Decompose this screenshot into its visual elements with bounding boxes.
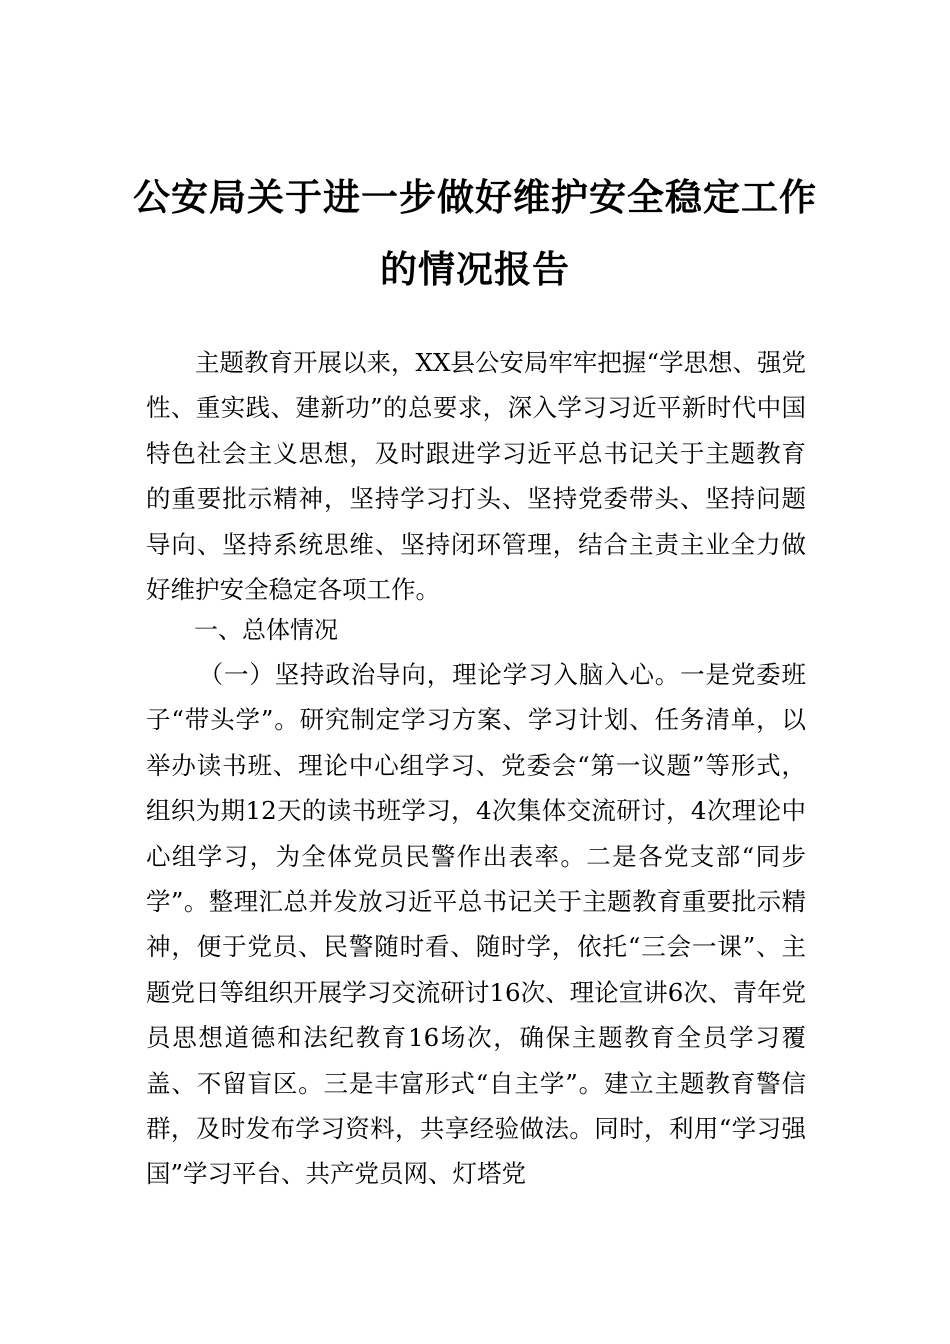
document-title-line-1: 公安局关于进一步做好维护安全稳定工作	[133, 175, 817, 219]
document-title-line-2: 的情况报告	[380, 247, 570, 291]
intro-paragraph-block	[146, 340, 806, 612]
intro-paragraph: 主题教育开展以来，XX县公安局牢牢把握“学思想、强党性、重实践、建新功”的总要求，深入学习习近平新时代中国特色社会主义思想，及时跟进学习近平总书记关于主题教育的重要批示精神，坚持学习打头、坚持党委带头、坚持问题导向、坚持系统思维、坚持闭环管理，结合主责主业全力做好维护安全稳定各项工作。	[146, 348, 806, 605]
section-paragraph-block	[146, 652, 806, 1197]
section-heading: 一、总体情况	[194, 616, 338, 644]
section-paragraph: （一）坚持政治导向，理论学习入脑入心。一是党委班子“带头学”。研究制定学习方案、学习计划、任务清单，以举办读书班、理论中心组学习、党委会“第一议题”等形式，组织为期12天的读书班学习，4次集体交流研讨，4次理论中心组学习，为全体党员民警作出表率。二是各党支部“同步学”。整理汇总并发放习近平总书记关于主题教育重要批示精神，便于党员、民警随时看、随时学，依托“三会一课”、主题党日等组织开展学习交流研讨16次、理论宣讲6次、青年党员思想道德和法纪教育16场次，确保主题教育全员学习覆盖、不留盲区。三是丰富形式“自主学”。建立主题教育警信群，及时发布学习资料，共享经验做法。同时，利用“学习强国”学习平台、共产党员网、灯塔党	[146, 660, 806, 1189]
